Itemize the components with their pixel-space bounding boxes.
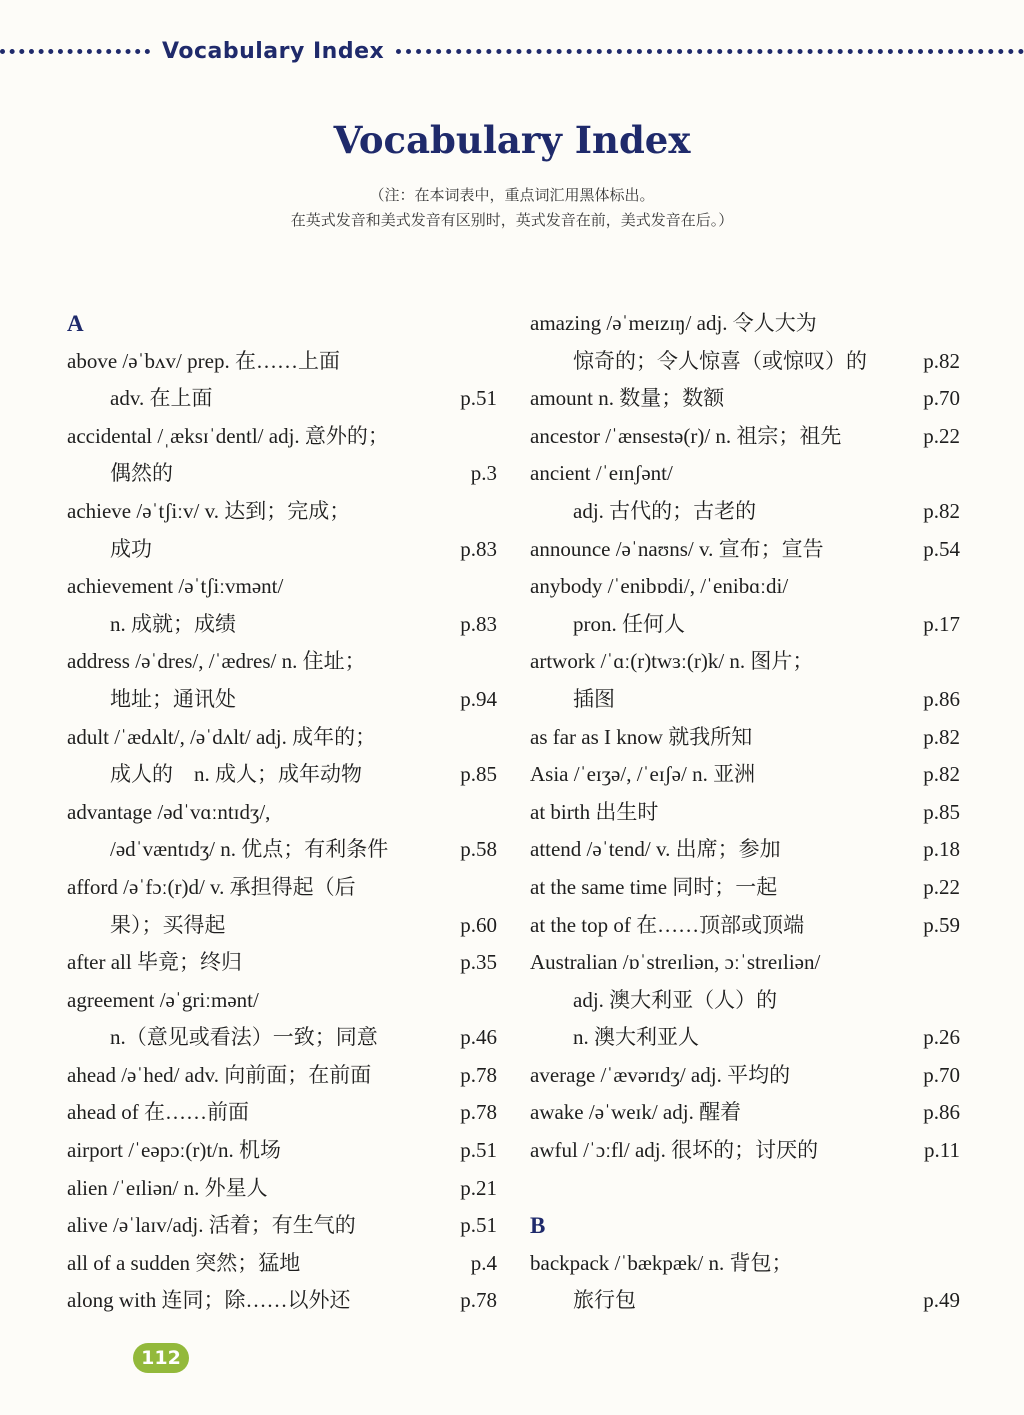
entry-text: 惊奇的；令人惊喜（或惊叹）的 <box>573 348 867 373</box>
entry-text: achieve /əˈtʃiːv/ v. 达到；完成； <box>67 498 351 523</box>
index-line <box>530 719 960 757</box>
page-ref <box>954 1207 960 1245</box>
entry-text: adv. 在上面 <box>110 386 213 411</box>
index-line <box>530 493 960 531</box>
index-line <box>67 606 497 644</box>
page-ref: p.18 <box>923 837 960 862</box>
index-line <box>530 794 960 832</box>
page-ref: p.86 <box>923 686 960 711</box>
entry-text: 偶然的 <box>110 461 173 486</box>
entry-text: ahead of 在……前面 <box>67 1100 249 1125</box>
index-line <box>67 982 497 1020</box>
page-ref: p.83 <box>460 536 497 561</box>
index-line <box>530 982 960 1020</box>
note-line-2: 在英式发音和美式发音有区别时，英式发音在前，美式发音在后。） <box>290 211 734 229</box>
index-line <box>67 831 497 869</box>
letter-heading: B <box>530 1213 546 1239</box>
entry-text: n. 成就；成绩 <box>110 611 236 636</box>
page-ref <box>954 944 960 982</box>
entry-text: adj. 古代的；古老的 <box>573 498 757 523</box>
index-line <box>67 681 497 719</box>
entry-text: average /ˈævərɪdʒ/ adj. 平均的 <box>530 1062 791 1087</box>
entry-text: along with 连同；除……以外还 <box>67 1288 351 1313</box>
entry-text: pron. 任何人 <box>573 611 685 636</box>
page-ref: p.17 <box>923 611 960 636</box>
index-line <box>67 1057 497 1095</box>
index-line <box>530 418 960 456</box>
index-line <box>530 1245 960 1283</box>
index-line <box>530 831 960 869</box>
entry-text: announce /əˈnaʊns/ v. 宣布；宣告 <box>530 536 824 561</box>
entry-text: Asia /ˈeɪʒə/, /ˈeɪʃə/ n. 亚洲 <box>530 762 756 787</box>
note-line-1: （注：在本词表中，重点词汇用黑体标出。 <box>369 186 655 204</box>
page-ref: p.46 <box>460 1025 497 1050</box>
page-ref <box>954 568 960 606</box>
index-line <box>67 380 497 418</box>
page-ref <box>954 455 960 493</box>
page-ref: p.82 <box>923 762 960 787</box>
page-title: Vocabulary Index <box>333 118 691 162</box>
index-line <box>530 1019 960 1057</box>
page-ref <box>491 869 497 907</box>
page-ref: p.22 <box>923 874 960 899</box>
page-ref: p.94 <box>460 686 497 711</box>
entry-text: as far as I know 就我所知 <box>530 724 753 749</box>
index-line <box>530 1094 960 1132</box>
entry-text: 地址；通讯处 <box>110 686 236 711</box>
page-ref: p.70 <box>923 386 960 411</box>
entry-text: alive /əˈlaɪv/adj. 活着；有生气的 <box>67 1213 356 1238</box>
page-ref <box>954 643 960 681</box>
index-line <box>530 531 960 569</box>
page-ref: p.85 <box>460 762 497 787</box>
page-ref: p.85 <box>923 799 960 824</box>
page-ref: p.51 <box>460 1138 497 1163</box>
index-line <box>530 681 960 719</box>
running-title: Vocabulary Index <box>162 38 385 64</box>
section-letter <box>530 1207 960 1245</box>
page-ref: p.59 <box>923 912 960 937</box>
index-line <box>530 305 960 343</box>
entry-text: 插图 <box>573 686 615 711</box>
page-ref: p.58 <box>460 837 497 862</box>
page-ref <box>491 418 497 456</box>
index-line <box>67 944 497 982</box>
page-ref: p.86 <box>923 1100 960 1125</box>
entry-text: achievement /əˈtʃiːvmənt/ <box>67 574 284 599</box>
page-ref <box>954 982 960 1020</box>
entry-text: n.（意见或看法）一致；同意 <box>110 1025 378 1050</box>
index-line <box>67 1170 497 1208</box>
entry-text: above /əˈbʌv/ prep. 在……上面 <box>67 348 340 373</box>
index-line <box>530 380 960 418</box>
page-ref <box>954 305 960 343</box>
page-ref: p.83 <box>460 611 497 636</box>
index-line <box>67 1132 497 1170</box>
entry-text: awake /əˈweɪk/ adj. 醒着 <box>530 1100 742 1125</box>
index-line <box>67 1207 497 1245</box>
page-ref: p.51 <box>460 386 497 411</box>
page-number-badge: 112 <box>133 1343 189 1373</box>
index-line <box>530 568 960 606</box>
page-ref: p.22 <box>923 423 960 448</box>
page-ref: p.21 <box>460 1175 497 1200</box>
index-line <box>67 643 497 681</box>
page-ref <box>491 568 497 606</box>
index-line <box>67 1245 497 1283</box>
right-column <box>530 305 960 1320</box>
entry-text: at the top of 在……顶部或顶端 <box>530 912 805 937</box>
entry-text: ancient /ˈeɪnʃənt/ <box>530 461 673 486</box>
page-ref: p.82 <box>923 498 960 523</box>
letter-heading: A <box>67 311 84 336</box>
entry-text: ahead /əˈhed/ adv. 向前面；在前面 <box>67 1062 372 1087</box>
index-line <box>530 343 960 381</box>
entry-text: 旅行包 <box>573 1288 636 1313</box>
entry-text <box>530 1170 954 1208</box>
entry-text: adult /ˈædʌlt/, /əˈdʌlt/ adj. 成年的； <box>67 724 377 749</box>
index-line <box>530 907 960 945</box>
index-line <box>67 455 497 493</box>
page-ref <box>954 1170 960 1208</box>
entry-text: /ədˈvæntɪdʒ/ n. 优点；有利条件 <box>110 837 389 862</box>
index-line <box>530 944 960 982</box>
index-line <box>530 606 960 644</box>
entry-text: awful /ˈɔːfl/ adj. 很坏的；讨厌的 <box>530 1138 819 1163</box>
page-ref <box>491 305 497 343</box>
page-ref <box>491 343 497 381</box>
header-dotted-rule-left <box>0 49 150 54</box>
entry-text: at birth 出生时 <box>530 799 659 824</box>
index-line <box>530 756 960 794</box>
page-ref: p.4 <box>470 1250 497 1275</box>
entry-text: n. 澳大利亚人 <box>573 1025 699 1050</box>
entry-text: 果）；买得起 <box>110 912 226 937</box>
page-ref: p.26 <box>923 1025 960 1050</box>
entry-text: address /əˈdres/, /ˈædres/ n. 住址； <box>67 649 366 674</box>
page-ref: p.60 <box>460 912 497 937</box>
page-ref: p.51 <box>460 1213 497 1238</box>
page-ref <box>491 982 497 1020</box>
page-ref: p.82 <box>923 724 960 749</box>
page-ref <box>491 493 497 531</box>
spacer <box>530 1170 960 1208</box>
page-ref: p.3 <box>470 461 497 486</box>
index-line <box>67 1094 497 1132</box>
index-line <box>67 756 497 794</box>
index-line <box>530 643 960 681</box>
index-line <box>67 1019 497 1057</box>
index-line <box>530 455 960 493</box>
page-ref: p.49 <box>923 1288 960 1313</box>
index-line <box>67 907 497 945</box>
entry-text: backpack /ˈbækpæk/ n. 背包； <box>530 1250 793 1275</box>
entry-text: accidental /ˌæksɪˈdentl/ adj. 意外的； <box>67 423 389 448</box>
entry-text: at the same time 同时；一起 <box>530 874 778 899</box>
entry-text: 成功 <box>110 536 152 561</box>
entry-text: attend /əˈtend/ v. 出席；参加 <box>530 837 781 862</box>
entry-text: advantage /ədˈvɑːntɪdʒ/, <box>67 799 271 824</box>
entry-text: adj. 澳大利亚（人）的 <box>573 987 778 1012</box>
entry-text: afford /əˈfɔː(r)d/ v. 承担得起（后 <box>67 874 356 899</box>
index-line <box>530 869 960 907</box>
page-ref: p.11 <box>924 1138 960 1163</box>
page-ref: p.82 <box>923 348 960 373</box>
entry-text: 成人的 n. 成人；成年动物 <box>110 762 362 787</box>
index-line <box>67 1282 497 1320</box>
index-line <box>67 343 497 381</box>
running-header <box>0 36 1024 66</box>
page-ref <box>491 719 497 757</box>
index-line <box>67 531 497 569</box>
entry-text: alien /ˈeɪliən/ n. 外星人 <box>67 1175 268 1200</box>
entry-text: artwork /ˈɑː(r)twɜː(r)k/ n. 图片； <box>530 649 814 674</box>
index-line <box>67 418 497 456</box>
index-line <box>67 869 497 907</box>
entry-text: all of a sudden 突然；猛地 <box>67 1250 301 1275</box>
left-column <box>67 305 497 1320</box>
entry-text: agreement /əˈgriːmənt/ <box>67 987 259 1012</box>
index-line <box>530 1282 960 1320</box>
entry-text: ancestor /ˈænsestə(r)/ n. 祖宗；祖先 <box>530 423 842 448</box>
index-line <box>530 1057 960 1095</box>
section-letter <box>67 305 497 343</box>
page-ref <box>491 643 497 681</box>
page-ref: p.54 <box>923 536 960 561</box>
page-ref: p.35 <box>460 950 497 975</box>
page-ref: p.78 <box>460 1288 497 1313</box>
index-line <box>530 1132 960 1170</box>
entry-text: amount n. 数量；数额 <box>530 386 725 411</box>
entry-text: amazing /əˈmeɪzɪŋ/ adj. 令人大为 <box>530 311 817 335</box>
header-dotted-rule-right <box>396 49 1024 54</box>
entry-text: after all 毕竟；终归 <box>67 950 242 975</box>
index-line <box>67 794 497 832</box>
index-line <box>67 568 497 606</box>
page-ref: p.78 <box>460 1062 497 1087</box>
page-ref: p.78 <box>460 1100 497 1125</box>
page-ref <box>491 794 497 832</box>
index-line <box>67 719 497 757</box>
page-ref <box>954 1245 960 1283</box>
entry-text: Australian /ɒˈstreɪliən, ɔːˈstreɪliən/ <box>530 950 821 975</box>
entry-text: anybody /ˈenibɒdi/, /ˈenibɑːdi/ <box>530 574 789 599</box>
index-line <box>67 493 497 531</box>
entry-text: airport /ˈeəpɔː(r)t/n. 机场 <box>67 1138 281 1163</box>
page-ref: p.70 <box>923 1062 960 1087</box>
